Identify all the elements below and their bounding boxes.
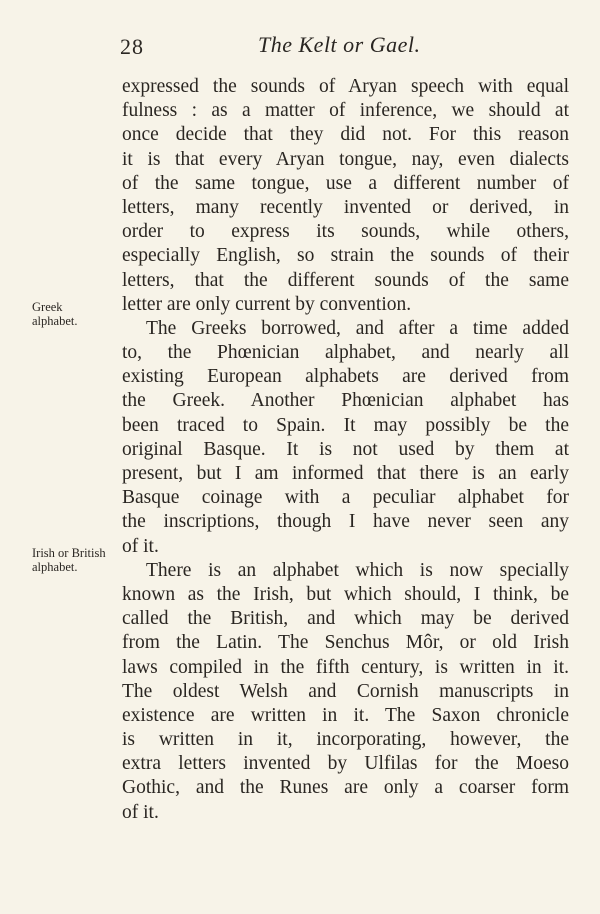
text-line: of it.: [122, 535, 159, 557]
text-line: order to express its sounds, while others,: [122, 221, 569, 243]
text-line: letters, many recently invented or derived, in: [122, 196, 569, 218]
margin-note-greek-alphabet: [32, 300, 77, 328]
text-line: laws compiled in the fifth century, is written in it.: [122, 656, 569, 678]
text-line: expressed the sounds of Aryan speech with equal: [122, 76, 569, 97]
text-line: known as the Irish, but which should, I think, be: [122, 583, 569, 605]
text-line: existence are written in it. The Saxon chronicle: [122, 704, 569, 726]
margin-note-line: alphabet.: [32, 560, 78, 574]
text-line: to, the Phœnician alphabet, and nearly all: [122, 342, 569, 364]
text-line: letters, that the different sounds of the same: [122, 269, 569, 291]
text-line: been traced to Spain. It may possibly be the: [122, 414, 569, 436]
text-line: is written in it, incorporating, however, the: [122, 729, 569, 751]
text-line: of it.: [122, 801, 159, 823]
text-line: from the Latin. The Senchus Môr, or old Irish: [122, 632, 569, 654]
margin-note-line: Irish or British: [32, 546, 106, 560]
text-line: present, but I am informed that there is an early: [122, 463, 569, 484]
margin-note-irish-british-alphabet: [32, 546, 106, 574]
text-line: The Greeks borrowed, and after a time added: [146, 317, 569, 339]
text-line: fulness : as a matter of inference, we should at: [122, 100, 569, 122]
text-line: There is an alphabet which is now specially: [146, 559, 569, 581]
text-line: once decide that they did not. For this reason: [122, 124, 569, 146]
margin-note-line: Greek: [32, 300, 63, 314]
page-number: 28: [120, 34, 144, 59]
text-line: letter are only current by convention.: [122, 293, 412, 315]
text-line: The oldest Welsh and Cornish manuscripts in: [122, 680, 569, 702]
text-line: extra letters invented by Ulfilas for the Moeso: [122, 753, 569, 775]
running-title: The Kelt or Gael.: [258, 32, 421, 57]
text-line: original Basque. It is not used by them at: [122, 438, 569, 460]
text-line: the Greek. Another Phœnician alphabet has: [122, 390, 569, 412]
text-line: called the British, and which may be derived: [122, 608, 569, 630]
text-line: of the same tongue, use a different number of: [122, 172, 569, 194]
text-line: existing European alphabets are derived from: [122, 366, 569, 388]
body-text: [122, 75, 569, 825]
text-line: Gothic, and the Runes are only a coarser form: [122, 777, 569, 799]
text-line: the inscriptions, though I have never seen any: [122, 511, 569, 533]
margin-note-line: alphabet.: [32, 314, 78, 328]
text-line: Basque coinage with a peculiar alphabet for: [122, 487, 569, 509]
text-line: especially English, so strain the sounds of their: [122, 245, 569, 267]
text-line: it is that every Aryan tongue, nay, even dialects: [122, 148, 569, 170]
